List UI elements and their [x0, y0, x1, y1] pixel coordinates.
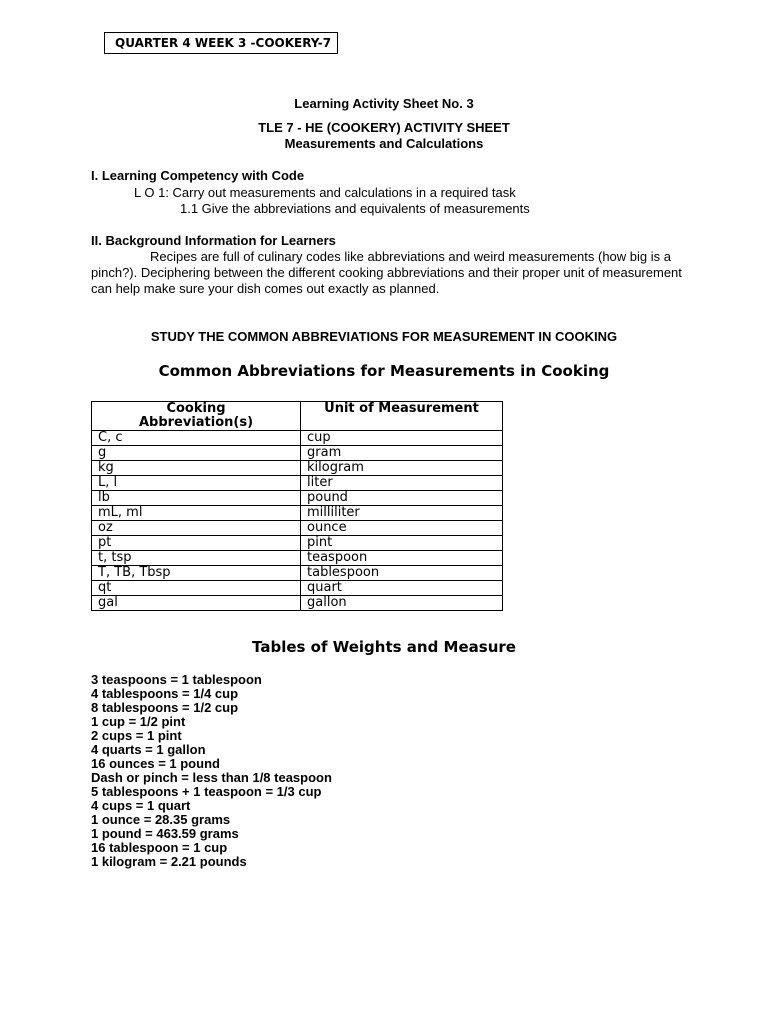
abbreviation-cell: g — [92, 446, 301, 461]
table-row — [92, 566, 503, 581]
unit-cell: pound — [301, 491, 503, 506]
list-item: 4 tablespoons = 1/4 cup — [91, 686, 239, 701]
learning-outcome-1-1: 1.1 Give the abbreviations and equivalents of measurements — [180, 201, 530, 216]
list-item: 8 tablespoons = 1/2 cup — [91, 700, 239, 715]
unit-cell: teaspoon — [301, 551, 503, 566]
table-row — [92, 506, 503, 521]
table-row — [92, 491, 503, 506]
unit-cell: gram — [301, 446, 503, 461]
table-row — [92, 476, 503, 491]
list-item: 1 pound = 463.59 grams — [91, 826, 239, 841]
abbreviation-cell: pt — [92, 536, 301, 551]
table-row — [92, 431, 503, 446]
sheet-subtitle: Measurements and Calculations — [284, 136, 484, 151]
abbreviations-table-title: Common Abbreviations for Measurements in Cooking — [158, 362, 610, 380]
table-row — [92, 446, 503, 461]
sheet-number-title: Learning Activity Sheet No. 3 — [294, 96, 474, 111]
list-item: 4 quarts = 1 gallon — [91, 742, 206, 757]
study-heading: STUDY THE COMMON ABBREVIATIONS FOR MEASUREMENT IN COOKING — [150, 329, 618, 344]
unit-cell: cup — [301, 431, 503, 446]
abbreviation-cell: qt — [92, 581, 301, 596]
table-row — [92, 596, 503, 611]
conversions-list — [91, 673, 332, 869]
list-item: 16 tablespoon = 1 cup — [91, 840, 228, 855]
learning-outcome-1: L O 1: Carry out measurements and calculations in a required task — [134, 185, 516, 200]
abbreviation-cell: L, l — [92, 476, 301, 491]
background-paragraph: Recipes are full of culinary codes like abbreviations and weird measurements (how big is a pinch?). Deciphering between the different cooking abbreviations and their proper unit of measurement can help make sure your dish comes out exactly as planned. — [91, 249, 682, 296]
column-header-unit: Unit of Measurement — [301, 402, 503, 431]
abbreviation-cell: mL, ml — [92, 506, 301, 521]
abbreviation-cell: gal — [92, 596, 301, 611]
quarter-week-label: QUARTER 4 WEEK 3 -COOKERY-7 — [104, 32, 338, 54]
unit-cell: quart — [301, 581, 503, 596]
table-header-row — [92, 402, 503, 431]
list-item: 16 ounces = 1 pound — [91, 756, 220, 771]
table-row — [92, 551, 503, 566]
abbreviations-table — [91, 401, 503, 611]
competency-heading: I. Learning Competency with Code — [91, 168, 305, 183]
abbreviation-cell: C, c — [92, 431, 301, 446]
column-header-line: Cooking — [166, 401, 226, 416]
table-row — [92, 461, 503, 476]
abbreviation-cell: oz — [92, 521, 301, 536]
abbreviation-cell: kg — [92, 461, 301, 476]
list-item: 5 tablespoons + 1 teaspoon = 1/3 cup — [91, 784, 322, 799]
table-row — [92, 581, 503, 596]
unit-cell: kilogram — [301, 461, 503, 476]
unit-cell: gallon — [301, 596, 503, 611]
list-item: Dash or pinch = less than 1/8 teaspoon — [91, 770, 332, 785]
table-row — [92, 521, 503, 536]
abbreviation-cell: T, TB, Tbsp — [92, 566, 301, 581]
list-item: 1 cup = 1/2 pint — [91, 714, 186, 729]
abbreviation-cell: t, tsp — [92, 551, 301, 566]
column-header-line: Abbreviation(s) — [138, 415, 254, 430]
course-title: TLE 7 - HE (COOKERY) ACTIVITY SHEET — [258, 120, 510, 135]
abbreviation-cell: lb — [92, 491, 301, 506]
background-heading: II. Background Information for Learners — [91, 233, 336, 248]
unit-cell: milliliter — [301, 506, 503, 521]
column-header-abbreviation — [92, 402, 301, 431]
unit-cell: tablespoon — [301, 566, 503, 581]
list-item: 2 cups = 1 pint — [91, 728, 182, 743]
unit-cell: liter — [301, 476, 503, 491]
weights-title: Tables of Weights and Measure — [252, 638, 516, 656]
list-item: 1 kilogram = 2.21 pounds — [91, 854, 247, 869]
unit-cell: ounce — [301, 521, 503, 536]
list-item: 1 ounce = 28.35 grams — [91, 812, 231, 827]
table-row — [92, 536, 503, 551]
list-item: 3 teaspoons = 1 tablespoon — [91, 672, 262, 687]
unit-cell: pint — [301, 536, 503, 551]
list-item: 4 cups = 1 quart — [91, 798, 191, 813]
